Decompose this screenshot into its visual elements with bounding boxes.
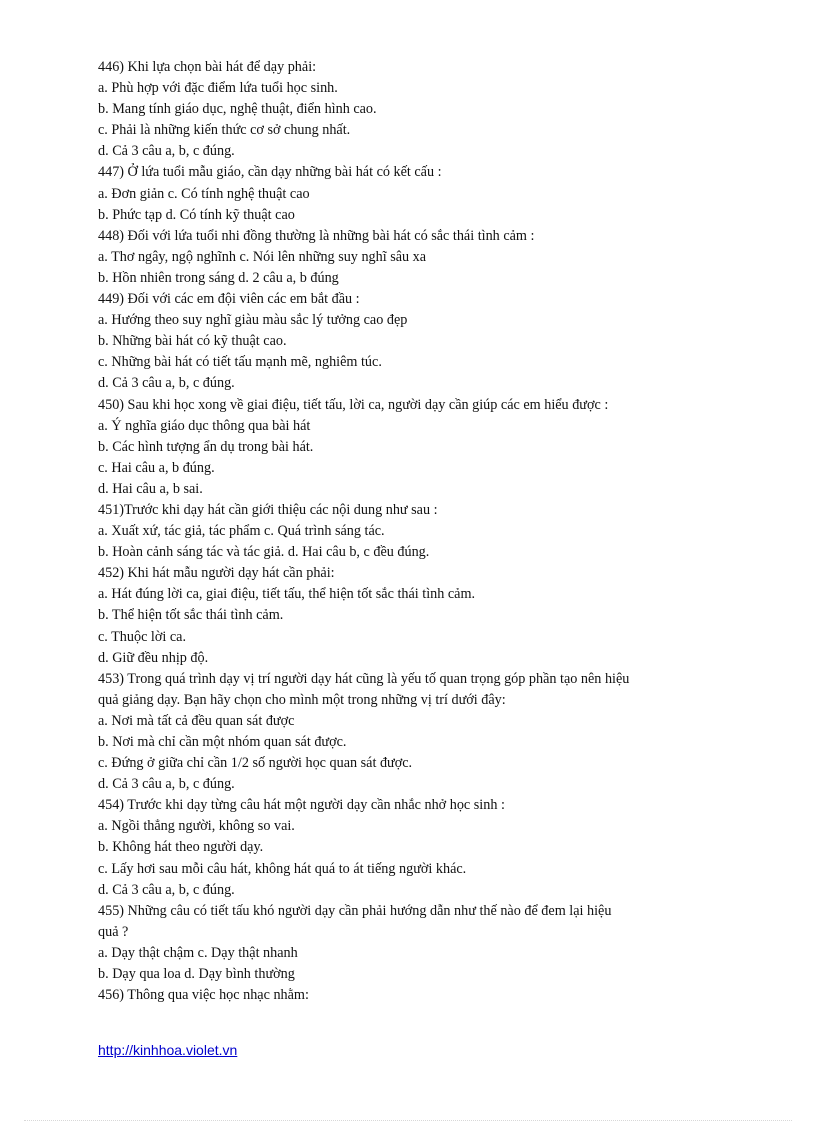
answer-line: c. Lấy hơi sau mỗi câu hát, không hát quá to át tiếng người khác. — [98, 860, 467, 877]
page-bottom-divider — [24, 1120, 792, 1121]
answer-line: a. Phù hợp với đặc điểm lứa tuổi học sinh. — [98, 80, 338, 97]
answer-line: b. Thể hiện tốt sắc thái tình cảm. — [98, 607, 284, 624]
answer-line: a. Hướng theo suy nghĩ giàu màu sắc lý tưởng cao đẹp — [98, 312, 408, 329]
answer-line: d. Cả 3 câu a, b, c đúng. — [98, 375, 235, 392]
answer-line: d. Cả 3 câu a, b, c đúng. — [98, 776, 235, 793]
answer-line: b. Dạy qua loa d. Dạy bình thường — [98, 966, 295, 983]
answer-line: d. Cả 3 câu a, b, c đúng. — [98, 881, 235, 898]
answer-line: quả ? — [98, 923, 129, 940]
answer-line: a. Ngồi thẳng người, không so vai. — [98, 818, 295, 835]
answer-line: a. Thơ ngây, ngộ nghĩnh c. Nói lên những suy nghĩ sâu xa — [98, 248, 427, 265]
question-line: 454) Trước khi dạy từng câu hát một người dạy cần nhắc nhở học sinh : — [98, 797, 505, 814]
answer-line: c. Hai câu a, b đúng. — [98, 459, 215, 476]
answer-line: quả giảng dạy. Bạn hãy chọn cho mình một trong những vị trí dưới đây: — [98, 691, 506, 708]
answer-line: b. Các hình tượng ẩn dụ trong bài hát. — [98, 438, 314, 455]
answer-line: d. Hai câu a, b sai. — [98, 480, 203, 497]
answer-line: c. Thuộc lời ca. — [98, 628, 186, 645]
question-line: 451)Trước khi dạy hát cần giới thiệu các nội dung như sau : — [98, 501, 438, 518]
answer-line: a. Đơn giản c. Có tính nghệ thuật cao — [98, 185, 310, 202]
answer-line: a. Ý nghĩa giáo dục thông qua bài hát — [98, 417, 311, 434]
answer-line: b. Không hát theo người dạy. — [98, 839, 264, 856]
answer-line: b. Nơi mà chỉ cần một nhóm quan sát được. — [98, 734, 347, 750]
answer-line: c. Phải là những kiến thức cơ sở chung nhất. — [98, 122, 351, 139]
footer-link[interactable]: http://kinhhoa.violet.vn — [98, 1042, 238, 1058]
question-line: 453) Trong quá trình dạy vị trí người dạy hát cũng là yếu tố quan trọng góp phần tạo nên hiệu — [98, 670, 630, 687]
question-line: 446) Khi lựa chọn bài hát để dạy phải: — [98, 59, 317, 75]
answer-line: b. Hồn nhiên trong sáng d. 2 câu a, b đúng — [98, 269, 339, 286]
answer-line: b. Hoàn cảnh sáng tác và tác giả. d. Hai câu b, c đều đúng. — [98, 544, 430, 561]
answer-line: a. Dạy thật chậm c. Dạy thật nhanh — [98, 944, 298, 961]
question-line: 448) Đối với lứa tuổi nhi đồng thường là những bài hát có sắc thái tình cảm : — [98, 227, 535, 244]
answer-line: d. Giữ đều nhịp độ. — [98, 649, 209, 666]
answer-line: a. Xuất xứ, tác giả, tác phẩm c. Quá trình sáng tác. — [98, 523, 385, 540]
answer-line: b. Mang tính giáo dục, nghệ thuật, điển hình cao. — [98, 101, 377, 118]
question-line: 455) Những câu có tiết tấu khó người dạy cần phải hướng dẫn như thế nào để đem lại hiệu — [98, 902, 612, 919]
question-line: 450) Sau khi học xong về giai điệu, tiết tấu, lời ca, người dạy cần giúp các em hiểu được : — [98, 396, 609, 413]
question-list — [98, 57, 738, 1006]
answer-line: c. Những bài hát có tiết tấu mạnh mẽ, nghiêm túc. — [98, 354, 382, 371]
answer-line: b. Phức tạp d. Có tính kỹ thuật cao — [98, 206, 295, 223]
question-line: 452) Khi hát mẫu người dạy hát cần phải: — [98, 565, 335, 582]
question-line: 449) Đối với các em đội viên các em bắt đầu : — [98, 291, 360, 308]
answer-line: a. Hát đúng lời ca, giai điệu, tiết tấu, thể hiện tốt sắc thái tình cảm. — [98, 586, 476, 603]
answer-line: a. Nơi mà tất cả đều quan sát được — [98, 712, 295, 729]
answer-line: c. Đứng ở giữa chỉ cần 1/2 số người học quan sát được. — [98, 755, 413, 772]
answer-line: b. Những bài hát có kỹ thuật cao. — [98, 333, 287, 350]
question-line: 447) Ở lứa tuổi mẫu giáo, cần dạy những bài hát có kết cấu : — [98, 164, 442, 181]
answer-line: d. Cả 3 câu a, b, c đúng. — [98, 143, 235, 160]
question-line: 456) Thông qua việc học nhạc nhằm: — [98, 987, 309, 1004]
